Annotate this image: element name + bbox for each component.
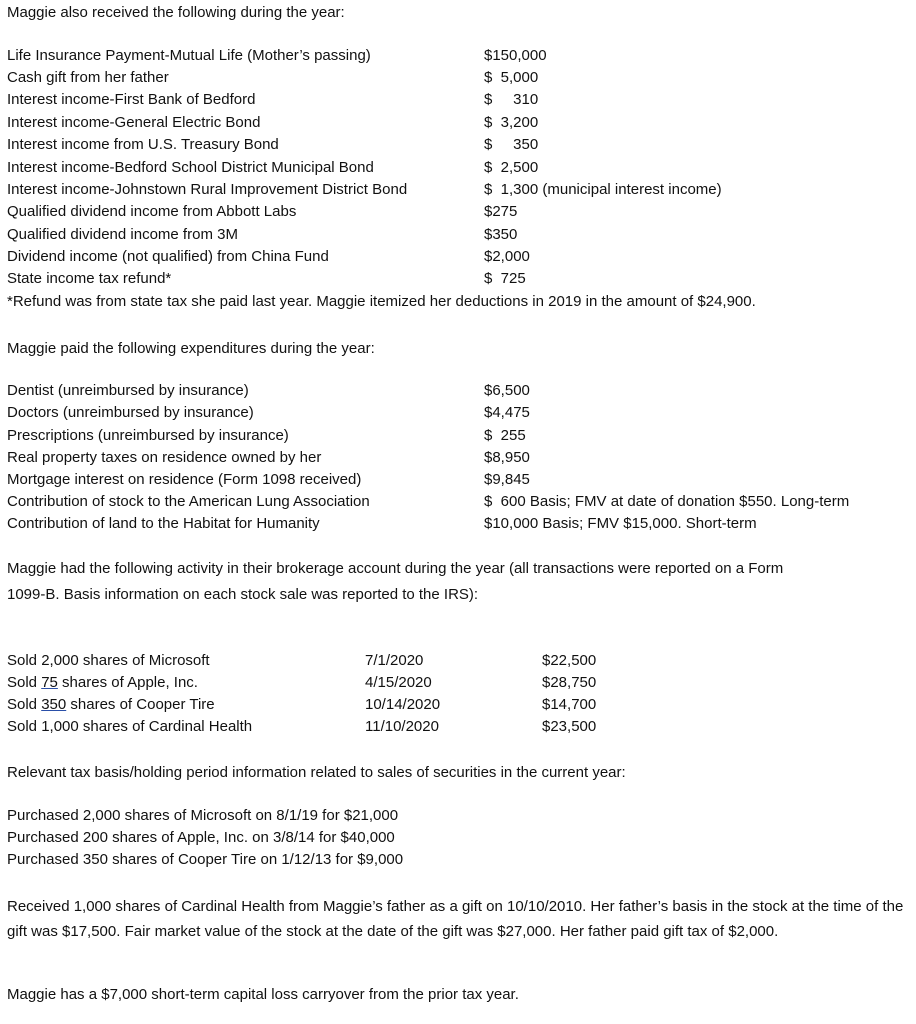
expenditure-label: Dentist (unreimbursed by insurance) [7,382,249,399]
expenditure-amount: $6,500 [484,382,530,399]
income-amount: $ 350 [484,136,539,153]
expenditure-label: Mortgage interest on residence (Form 1098 received) [7,471,362,488]
income-amount: $ 3,200 [484,114,539,131]
income-amount: $ 725 [484,270,526,287]
income-amount: $ 310 [484,91,539,108]
income-label: Interest income-First Bank of Bedford [7,91,256,108]
sale-date: 11/10/2020 [365,718,439,735]
purchase-line: Purchased 2,000 shares of Microsoft on 8/1/19 for $21,000 [7,807,399,824]
expenditure-label: Real property taxes on residence owned by her [7,449,322,466]
sale-description: Sold 1,000 shares of Cardinal Health [7,718,253,735]
sale-description: Sold 75 shares of Apple, Inc. [7,674,198,691]
income-label: Cash gift from her father [7,69,169,86]
income-amount: $350 [484,226,518,243]
income-label: Interest income from U.S. Treasury Bond [7,136,279,153]
gift-paragraph: Received 1,000 shares of Cardinal Health from Maggie’s father as a gift on 10/10/2010. Her father’s basis in the stock at the time of the gift was $17,500. Fair market value of the stock at the date of the gift was $27,000. Her father paid gift tax of $2,000. [7,898,904,940]
income-amount: $ 5,000 [484,69,539,86]
sale-amount: $23,500 [542,718,597,735]
sale-amount: $22,500 [542,652,597,669]
expenditure-amount: $ 600 Basis; FMV at date of donation $550. Long-term [484,493,850,510]
sale-quantity: 350 [41,696,67,713]
basis-heading: Relevant tax basis/holding period information related to sales of securities in the current year: [7,764,626,781]
sale-date: 10/14/2020 [365,696,441,713]
income-label: Qualified dividend income from Abbott Labs [7,203,297,220]
purchase-line: Purchased 350 shares of Cooper Tire on 1/12/13 for $9,000 [7,851,404,868]
income-amount: $ 1,300 (municipal interest income) [484,181,722,198]
expenditure-amount: $4,475 [484,404,530,421]
sale-date: 4/15/2020 [365,674,432,691]
income-amount: $2,000 [484,248,530,265]
expenditure-amount: $8,950 [484,449,530,466]
income-label: Life Insurance Payment-Mutual Life (Mother’s passing) [7,47,371,64]
expenditure-label: Contribution of stock to the American Lung Association [7,493,370,510]
sale-amount: $28,750 [542,674,597,691]
income-heading: Maggie also received the following during the year: [7,4,345,21]
expenditure-amount: $ 255 [484,427,526,444]
sale-quantity: 75 [41,674,58,691]
expenditure-label: Prescriptions (unreimbursed by insurance) [7,427,289,444]
carryover-note: Maggie has a $7,000 short-term capital loss carryover from the prior tax year. [7,986,519,1003]
expenditure-amount: $9,845 [484,471,530,488]
income-amount: $275 [484,203,518,220]
refund-footnote: *Refund was from state tax she paid last year. Maggie itemized her deductions in 2019 in the amount of $24,900. [7,293,756,310]
income-amount: $150,000 [484,47,547,64]
expenditure-label: Contribution of land to the Habitat for Humanity [7,515,320,532]
income-label: Dividend income (not qualified) from China Fund [7,248,329,265]
income-label: Interest income-General Electric Bond [7,114,261,131]
purchase-line: Purchased 200 shares of Apple, Inc. on 3/8/14 for $40,000 [7,829,395,846]
income-label: Qualified dividend income from 3M [7,226,238,243]
sale-amount: $14,700 [542,696,597,713]
sale-description: Sold 2,000 shares of Microsoft [7,652,210,669]
expenditure-label: Doctors (unreimbursed by insurance) [7,404,254,421]
expenditures-heading: Maggie paid the following expenditures during the year: [7,340,375,357]
brokerage-intro-line1: Maggie had the following activity in their brokerage account during the year (all transactions were reported on a Form [7,560,784,577]
sale-date: 7/1/2020 [365,652,424,669]
income-amount: $ 2,500 [484,159,539,176]
income-label: State income tax refund* [7,270,172,287]
brokerage-intro-line2: 1099-B. Basis information on each stock sale was reported to the IRS): [7,586,479,603]
sale-description: Sold 350 shares of Cooper Tire [7,696,215,713]
income-label: Interest income-Johnstown Rural Improvement District Bond [7,181,408,198]
expenditure-amount: $10,000 Basis; FMV $15,000. Short-term [484,515,757,532]
income-label: Interest income-Bedford School District Municipal Bond [7,159,374,176]
